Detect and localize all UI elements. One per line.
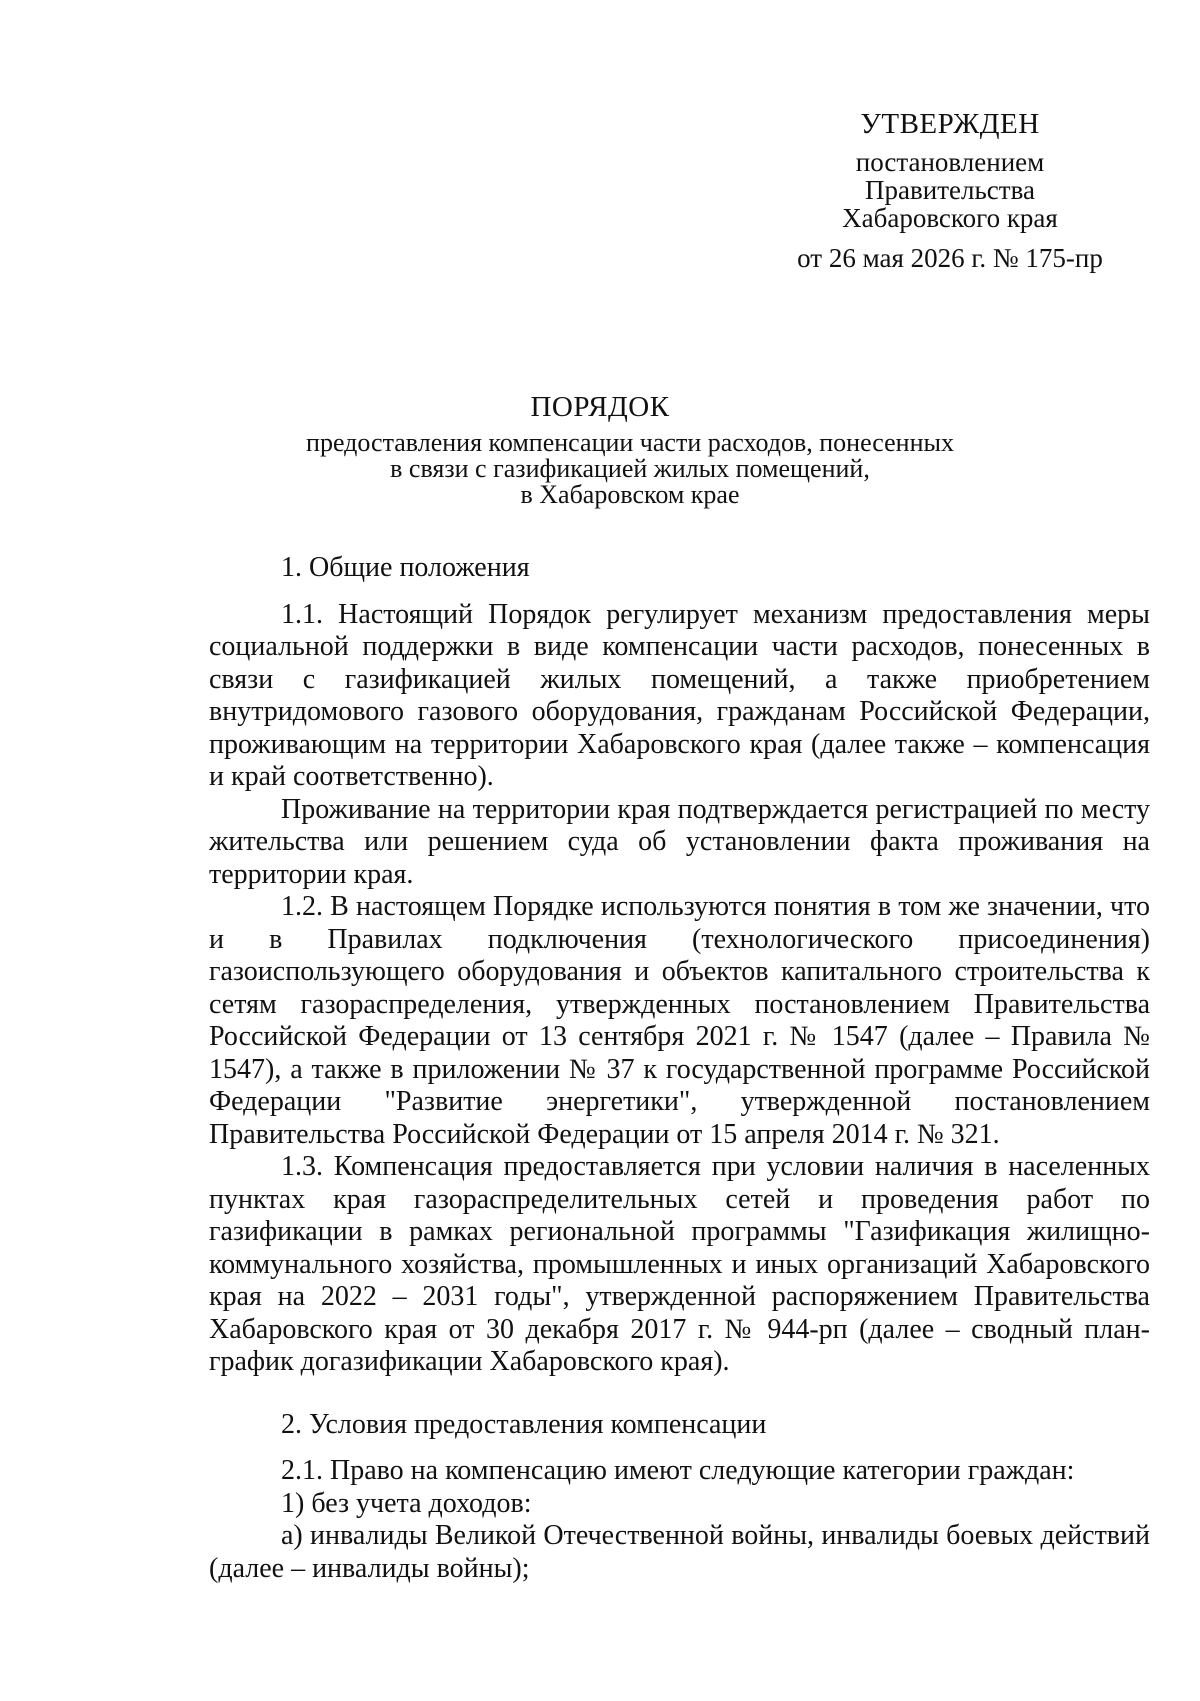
approval-line-1: постановлением xyxy=(855,147,1045,177)
subtitle-line-2: в связи с газификацией жилых помещений, xyxy=(390,454,870,483)
approval-date: от 26 мая 2026 г. № 175-пр xyxy=(797,243,1103,273)
section-2-heading: 2. Условия предоставления компенсации xyxy=(281,1408,767,1440)
document-subtitle xyxy=(230,430,1030,508)
paragraph-1-3: 1.3. Компенсация предоставляется при условии наличия в населенных пунктах края газораспределительных сетей и проведения работ по газификации в рамках региональной программы "Газификация жилищно-коммунального хозяйства, промышленных и иных организаций Хабаровского края на 2022 – 2031 годы", утвержденной распоряжением Правительства Хабаровского края от 30 декабря 2017 г. № 944-рп (далее – сводный план-график догазификации Хабаровского края). xyxy=(209,1151,1150,1377)
document-title: ПОРЯДОК xyxy=(530,391,670,423)
subtitle-line-3: в Хабаровском крае xyxy=(520,480,740,509)
paragraph-2-1: 2.1. Право на компенсацию имеют следующие категории граждан: xyxy=(281,1455,1075,1486)
paragraph-1-1: 1.1. Настоящий Порядок регулирует механизм предоставления меры социальной поддержки в виде компенсации части расходов, понесенных в связи с газификацией жилых помещений, а также приобретением внутридомового газового оборудования, гражданам Российской Федерации, проживающим на территории Хабаровского края (далее также – компенсация и край соответственно). xyxy=(209,598,1150,792)
approval-line-3: Хабаровского края xyxy=(842,203,1058,233)
subtitle-line-1: предоставления компенсации части расходов, понесенных xyxy=(306,428,954,457)
paragraph-1-1-residence: Проживание на территории края подтверждается регистрацией по месту жительства или решением суда об установлении факта проживания на территории края. xyxy=(209,793,1150,890)
paragraph-1-2: 1.2. В настоящем Порядке используются понятия в том же значении, что и в Правилах подключения (технологического присоединения) газоиспользующего оборудования и объектов капитального строительства к сетям газораспределения, утвержденных постановлением Правительства Российской Федерации от 13 сентября 2021 г. № 1547 (далее – Правила № 1547), а также в приложении № 37 к государственной программе Российской Федерации "Развитие энергетики", утвержденной постановлением Правительства Российской Федерации от 15 апреля 2014 г. № 321. xyxy=(209,891,1150,1150)
approval-stamp xyxy=(780,110,1120,272)
approval-heading: УТВЕРЖДЕН xyxy=(860,108,1040,140)
section-1-heading: 1. Общие положения xyxy=(281,552,530,583)
approval-line-2: Правительства xyxy=(865,175,1035,205)
document-body xyxy=(209,552,1150,1585)
list-item-a: а) инвалиды Великой Отечественной войны, инвалиды боевых действий (далее – инвалиды войны); xyxy=(209,1520,1150,1584)
list-item-1: 1) без учета доходов: xyxy=(281,1487,532,1519)
